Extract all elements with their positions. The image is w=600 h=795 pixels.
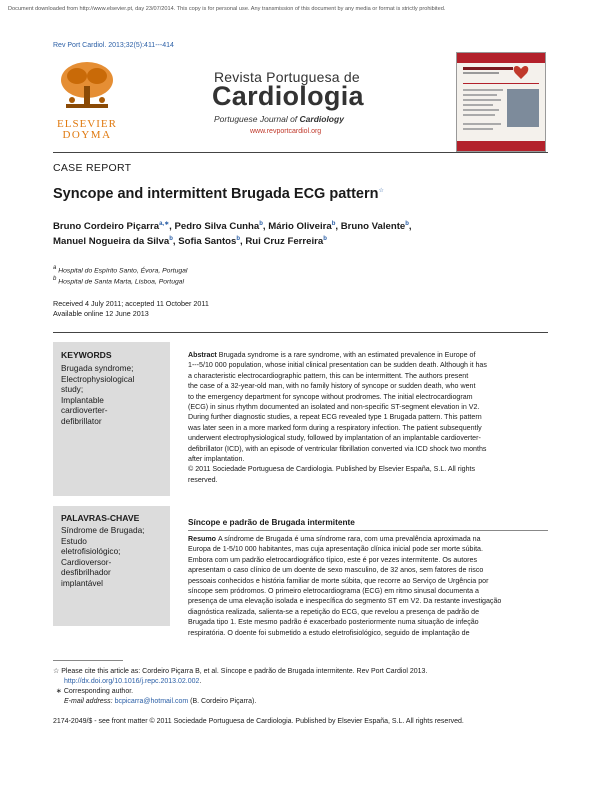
text-line: (ECG) in sinus rhythm documented an isolated and non-specific ST-segment elevation in V2. xyxy=(188,403,480,412)
resumo-heading: Síncope e padrão de Brugada intermitente xyxy=(188,517,355,527)
text-line: Abstract Brugada syndrome is a rare syndrome, with an estimated prevalence in Europe of xyxy=(188,351,476,359)
keyword-item: study; xyxy=(61,384,84,394)
text-line: the case of a 32-year-old man, with no family history of syncope or sudden death, who went xyxy=(188,382,476,391)
affiliation-mark: b xyxy=(53,276,57,282)
palavras-chave-list xyxy=(61,525,144,588)
journal-cover xyxy=(456,52,546,152)
author-name: Sofia Santos xyxy=(178,236,237,248)
author-name: Mário Oliveira xyxy=(268,221,332,233)
publisher-name: ELSEVIER xyxy=(57,118,117,130)
author-name: Pedro Silva Cunha xyxy=(174,221,260,233)
text-line: pessoais conhecidos e história familiar de morte súbita, que recorre ao Serviço de Urgência por xyxy=(188,576,489,585)
author-separator: , xyxy=(408,221,412,233)
title-footnote-mark[interactable]: ☆ xyxy=(378,188,384,195)
text-line: diagnóstica realizada, salienta-se a repetição do ECG, que revelou a presença de padrão de xyxy=(188,607,480,616)
footnote-corresponding xyxy=(56,687,133,697)
footnote-mark: ☆ xyxy=(53,668,60,675)
elsevier-logo xyxy=(52,58,122,141)
elsevier-tree-icon xyxy=(52,58,122,114)
affiliation-mark: a xyxy=(53,265,57,271)
keywords-box xyxy=(53,342,170,496)
keyword-item: Síndrome de Brugada; xyxy=(61,525,145,535)
footnote-doi-line xyxy=(64,677,201,687)
email-link[interactable]: bcpicarra@hotmail.com xyxy=(114,698,189,705)
author-line-2 xyxy=(53,232,548,249)
author-separator: , xyxy=(335,221,341,233)
text-line: a characteristic electrocardiographic pattern, this can be intermittent. The authors present xyxy=(188,371,469,380)
author-separator: , xyxy=(240,236,246,248)
affiliation-text: Hospital do Espírito Santo, Évora, Portugal xyxy=(58,267,188,275)
article-title-text: Syncope and intermittent Brugada ECG pattern xyxy=(53,186,379,202)
footnote-citation xyxy=(53,667,548,677)
footnote-rule xyxy=(53,660,123,661)
paragraph-label: Abstract xyxy=(188,351,219,359)
text-line: During further diagnostic studies, a repeat ECG revealed type 1 Brugada pattern. This pattern xyxy=(188,413,482,422)
article-type: CASE REPORT xyxy=(53,162,132,174)
journal-title: Cardiologia xyxy=(212,81,364,111)
keyword-item: Implantable xyxy=(61,394,104,405)
text-line: defibrillator (ICD), with an episode of ventricular fibrillation converted via ICD shock two months xyxy=(188,444,487,453)
paragraph-label: Resumo xyxy=(188,535,218,543)
text-line: apresentam o caso clínico de um doente de sexo masculino, de 32 anos, sem fatores de risco xyxy=(188,566,484,575)
footnote-citation-text: Please cite this article as: Cordeiro Piçarra B, et al. Síncope e padrão de Brugada intermitente. Rev Port Cardiol 2013. xyxy=(61,668,428,675)
corresponding-mark: ∗ xyxy=(56,688,62,695)
journal-subtitle-a: Portuguese Journal of xyxy=(214,114,300,124)
keyword-item: eletrofisiológico; xyxy=(61,546,121,556)
email-label: E-mail address: xyxy=(64,698,115,705)
keyword-item: desfibrilhador xyxy=(61,567,111,577)
journal-cover-image xyxy=(457,53,545,151)
article-title xyxy=(53,186,384,202)
footnote-email xyxy=(64,697,256,707)
resumo-rule xyxy=(188,530,548,531)
text-line: Europa de 1-5/10 000 habitantes, mas cuja apresentação clínica inicial pode ser morte súbita. xyxy=(188,545,483,554)
received-date: Received 4 July 2011; accepted 11 October 2011 xyxy=(53,299,209,308)
resumo-body xyxy=(188,534,548,638)
author-name: Rui Cruz Ferreira xyxy=(245,236,324,248)
affiliation-text: Hospital de Santa Marta, Lisboa, Portugal xyxy=(58,278,185,286)
text-line: Embora com um padrão eletrocardiográfico típico, este é por vezes intermitente. Os autores xyxy=(188,555,478,564)
author-affiliation-mark[interactable]: b xyxy=(236,236,241,242)
journal-url[interactable]: www.revportcardiol.org xyxy=(250,128,322,135)
keyword-item: Brugada syndrome; xyxy=(61,363,134,373)
abstract-body xyxy=(188,350,548,485)
text-line: presença de uma elevação isolada e inespecífica do segmento ST em V2. Da restante investigação xyxy=(188,597,502,606)
author-affiliation-mark[interactable]: b xyxy=(259,221,263,227)
author-separator: , xyxy=(172,236,179,248)
author-affiliation-mark[interactable]: b xyxy=(331,221,336,227)
text-line: reserved. xyxy=(188,475,218,484)
keyword-item: defibrillator xyxy=(61,415,102,426)
doi-link[interactable]: http://dx.doi.org/10.1016/j.repc.2013.02.002 xyxy=(64,678,200,685)
author-affiliation-mark[interactable]: b xyxy=(405,221,409,227)
affiliation-b xyxy=(53,274,184,287)
author-affiliation-mark[interactable]: a,∗ xyxy=(159,221,170,227)
keywords-list xyxy=(61,363,134,426)
text-line: was later seen in a more marked form during a respiratory infection. The patient subsequently xyxy=(188,423,482,432)
email-owner: (B. Cordeiro Piçarra). xyxy=(188,698,257,705)
header-rule xyxy=(53,152,548,153)
author-separator: , xyxy=(169,221,175,233)
keyword-item: implantável xyxy=(61,577,103,588)
text-line: Resumo A síndrome de Brugada é uma síndrome rara, com uma prevalência aproximada na xyxy=(188,535,481,543)
author-separator: , xyxy=(262,221,269,233)
keyword-item: Cardioversor- xyxy=(61,556,112,567)
doi-end: . xyxy=(199,678,202,685)
author-name: Bruno Valente xyxy=(340,221,406,233)
online-date: Available online 12 June 2013 xyxy=(53,309,149,318)
author-affiliation-mark[interactable]: b xyxy=(169,236,173,242)
keyword-item: cardioverter- xyxy=(61,405,108,415)
palavras-chave-heading: PALAVRAS-CHAVE xyxy=(61,513,140,523)
corresponding-text: Corresponding author. xyxy=(63,688,134,695)
text-line: respiratória. O doente foi submetido a estudo eletrofisiológico, seguido de implantação de xyxy=(188,628,470,637)
keyword-item: Electrophysiological xyxy=(61,373,135,384)
author-name: Bruno Cordeiro Piçarra xyxy=(53,221,160,233)
journal-subtitle xyxy=(214,114,344,124)
publisher-subname: DOYMA xyxy=(62,129,112,141)
journal-subtitle-b: Cardiology xyxy=(299,114,344,124)
copyright-line: 2174-2049/$ - see front matter © 2011 Sociedade Portuguesa de Cardiologia. Published by Elsevier España, S.L. All rights reserved. xyxy=(53,718,464,725)
journal-citation: Rev Port Cardiol. 2013;32(5):411---414 xyxy=(53,42,174,49)
text-line: síncope sem pródromos. O primeiro eletrocardiograma (ECG) em ritmo sinusal documenta a xyxy=(188,587,479,596)
download-notice: Document downloaded from http://www.elsevier.pt, day 23/07/2014. This copy is for personal use. Any transmission of this document by any media or format is strictly prohibited. xyxy=(8,6,446,12)
text-line: © 2011 Sociedade Portuguesa de Cardiologia. Published by Elsevier España, S.L. All rights xyxy=(188,465,476,474)
author-name: Manuel Nogueira da Silva xyxy=(53,236,170,248)
keywords-heading: KEYWORDS xyxy=(61,350,112,360)
keyword-item: Estudo xyxy=(61,535,87,546)
author-affiliation-mark[interactable]: b xyxy=(323,236,327,242)
text-line: to the emergency department for syncope without prodromes. The initial electrocardiogram xyxy=(188,392,473,401)
text-line: after implantation. xyxy=(188,455,245,464)
text-line: Brugada tipo 1. Este mesmo padrão é exacerbado posteriormente numa situação de infeção xyxy=(188,618,479,627)
abstract-top-rule xyxy=(53,332,548,333)
text-line: 1---5/10 000 population, whose initial clinical presentation can be sudden death. Although it has xyxy=(188,361,487,370)
journal-prefix: Revista Portuguesa de xyxy=(214,69,360,85)
text-line: underwent electrophysiological study, followed by implantation of an implantable cardioverter- xyxy=(188,434,481,443)
palavras-chave-box xyxy=(53,506,170,626)
